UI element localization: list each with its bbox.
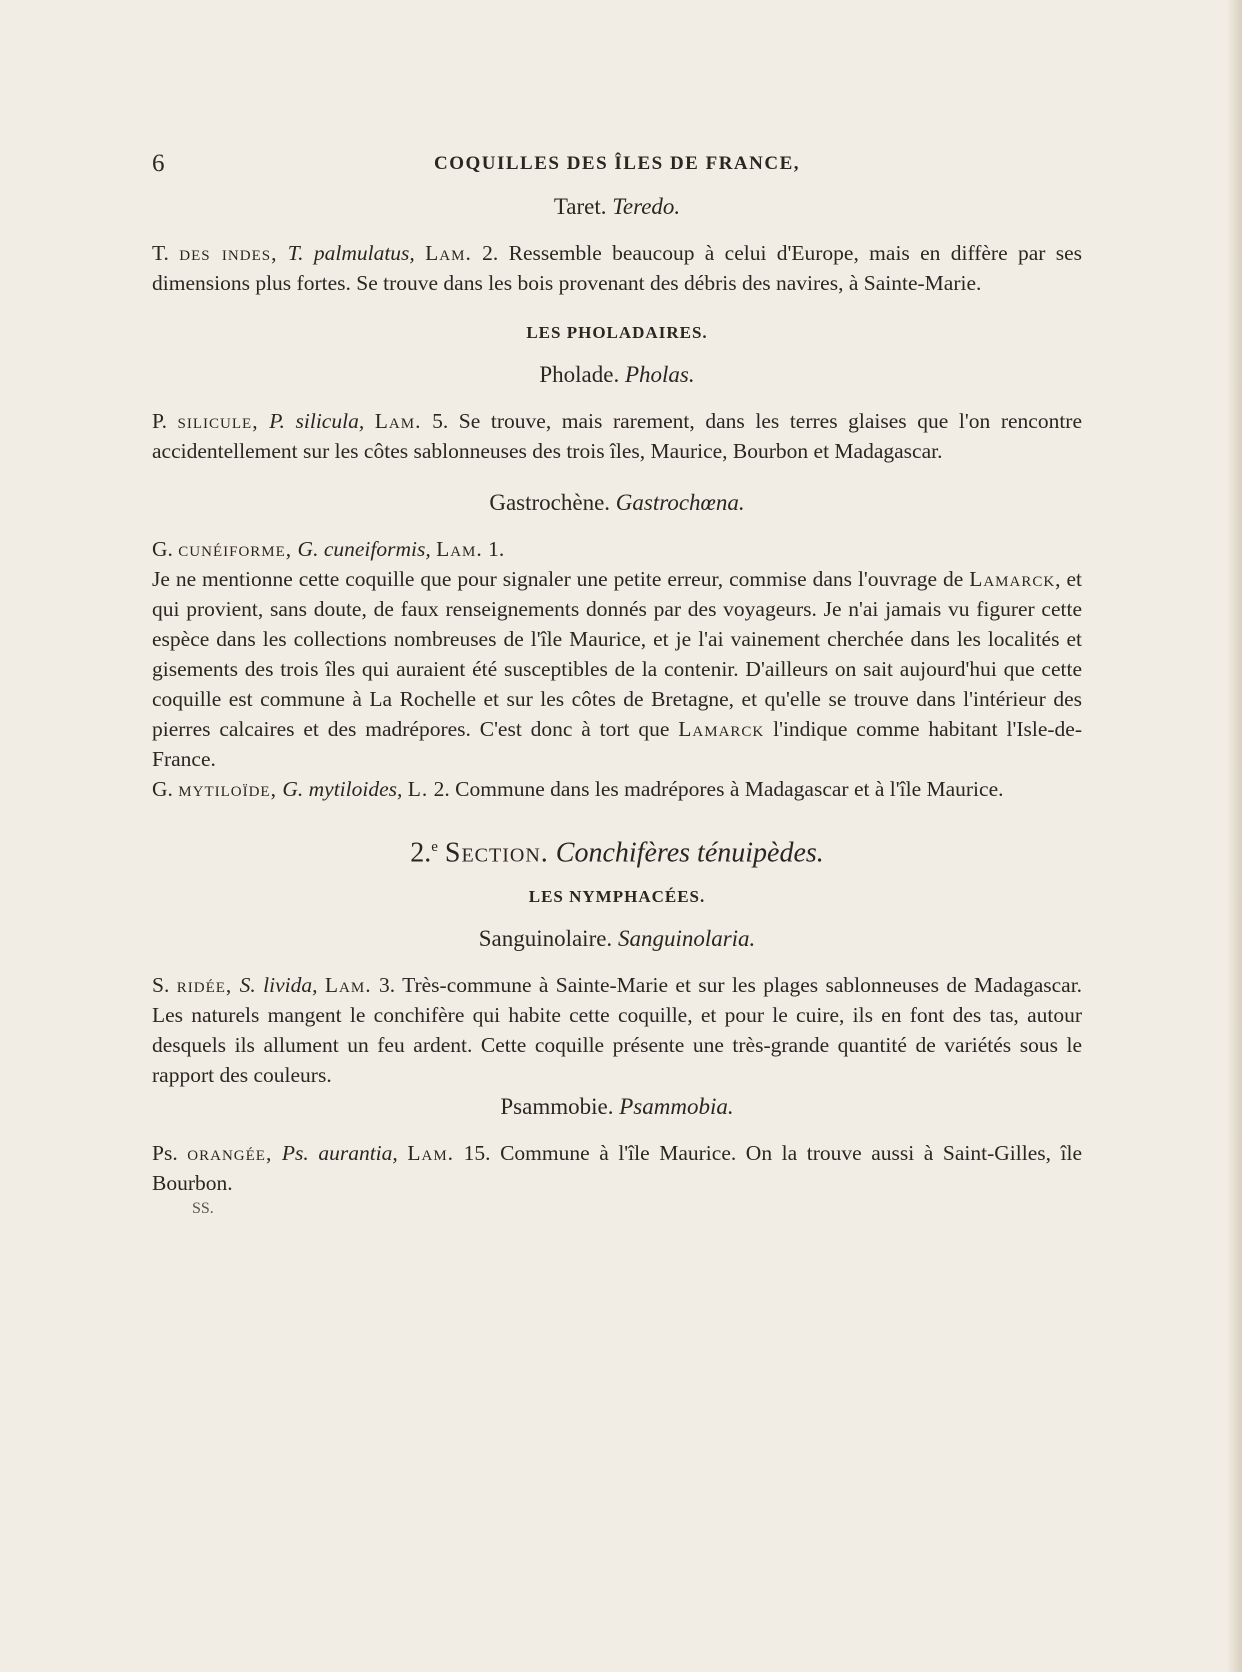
genus-heading-gastrochene: Gastrochène. Gastrochœna.: [489, 490, 745, 515]
genus-heading-pholade: Pholade. Pholas.: [539, 362, 695, 387]
species-entry-mytiloides: G. mytiloïde, G. mytiloides, L. 2. Commune dans les madrépores à Madagascar et à l'île Maurice.: [152, 777, 1004, 801]
species-entry-cuneiformis: G. cunéiforme, G. cuneiformis, Lam. 1.: [152, 537, 505, 561]
species-entry-teredo: T. des indes, T. palmulatus, Lam. 2. Ressemble beaucoup à celui d'Europe, mais en diffère par ses dimensions plus fortes. Se trouve dans les bois provenant des débris des navires, à Sainte-Marie.: [152, 241, 1083, 295]
species-entry-pholas: P. silicule, P. silicula, Lam. 5. Se trouve, mais rarement, dans les terres glaises que l'on rencontre accidentellement sur les côtes sablonneuses des trois îles, Maurice, Bourbon et Madagascar.: [152, 409, 1083, 463]
family-heading-nymphacees: LES NYMPHACÉES.: [528, 887, 706, 907]
section-heading: 2.$^e$ Section. Conchifères ténuipèdes.: [410, 837, 824, 869]
running-title: COQUILLES DES ÎLES DE FRANCE,: [433, 153, 801, 174]
species-entry-livida: S. ridée, S. livida, Lam. 3. Très-commune à Sainte-Marie et sur les plages sablonneuses de Madagascar. Les naturels mangent le conchifère qui habite cette coquille, et pour le cuire, ils en font des tas, autour desquels ils allument un feu ardent. Cette coquille présente une très-grande quantité de variétés sous le rapport des couleurs.: [152, 973, 1083, 1088]
genus-heading-psammobie: Psammobie. Psammobia.: [500, 1094, 734, 1120]
page-edge-shadow: [1228, 0, 1242, 1672]
page-number: 6: [152, 150, 165, 177]
genus-heading-taret: Taret. Teredo.: [553, 194, 681, 219]
family-heading-pholadaires: LES PHOLADAIRES.: [526, 323, 708, 342]
text-column: [152, 192, 1082, 1218]
commentary-paragraph: Je ne mentionne cette coquille que pour signaler une petite erreur, commise dans l'ouvrage de Lamarck, et qui provient, sans doute, de faux renseignements donnés par des voyageurs. Je n'ai jamais vu figurer cette espèce dans les collections nombreuses de l'île Maurice, et je l'ai vainement cherchée dans les localités et gisements des trois îles qui auraient été susceptibles de la contenir. D'ailleurs on sait aujourd'hui que cette coquille est commune à La Rochelle et sur les côtes de Bretagne, et qu'elle se trouve dans l'intérieur des pierres calcaires et des madrépores. C'est donc à tort que Lamarck l'indique comme habitant l'Isle-de-France.: [152, 567, 1082, 771]
page-header: [152, 150, 1082, 180]
genus-heading-sanguinolaire: Sanguinolaire. Sanguinolaria.: [478, 926, 756, 952]
species-entry-aurantia: Ps. orangée, Ps. aurantia, Lam. 15. Commune à l'île Maurice. On la trouve aussi à Saint-Gilles, île Bourbon.: [152, 1141, 1083, 1196]
catchword: SS.: [192, 1200, 214, 1218]
